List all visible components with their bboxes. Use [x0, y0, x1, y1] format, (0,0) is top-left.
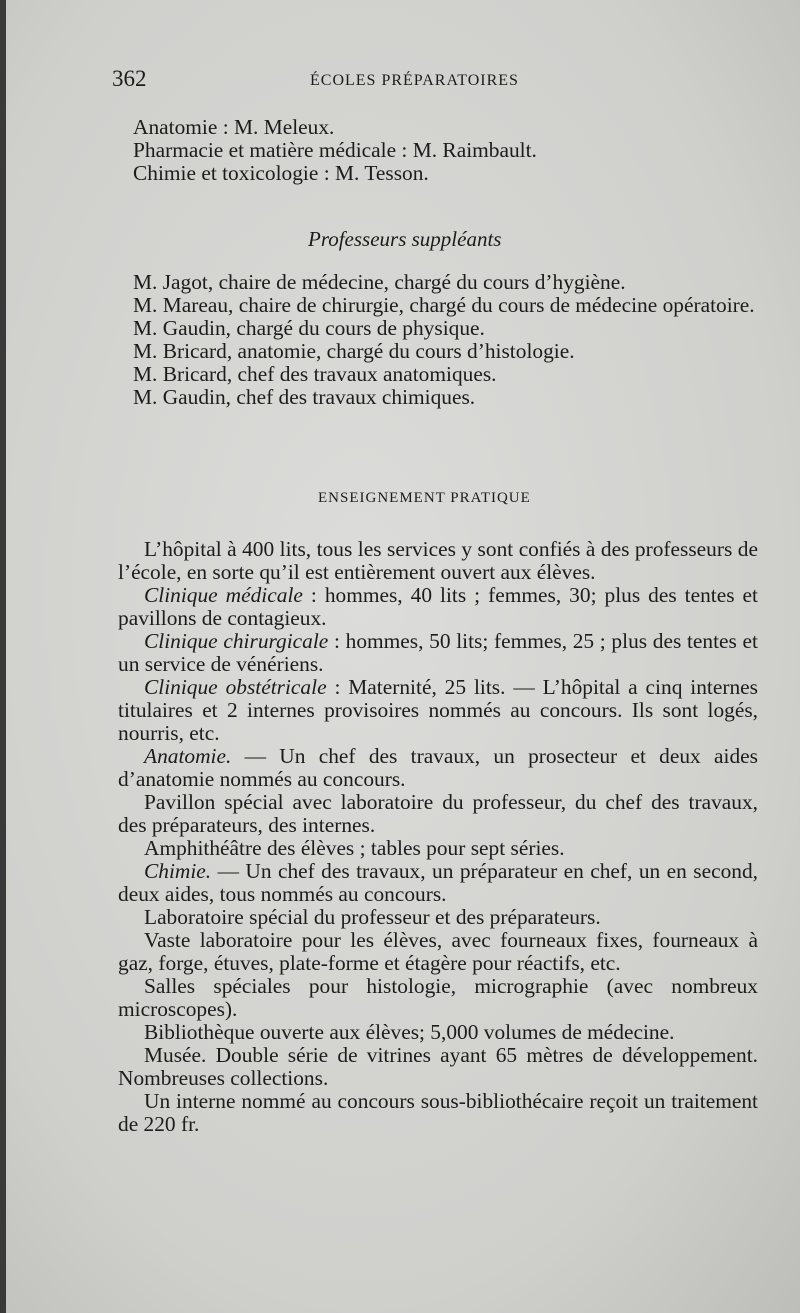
substitute-line: M. Jagot, chaire de médecine, chargé du cours d’hygiène.: [133, 270, 626, 294]
paragraph-text: : hommes, 40 lits ; femmes, 30; plus des tentes et pavillons de contagieux.: [118, 583, 758, 630]
paragraph: Amphithéâtre des élèves ; tables pour sept séries.: [144, 836, 565, 860]
substitute-line: M. Bricard, anatomie, chargé du cours d’histologie.: [133, 339, 575, 363]
substitutes-heading: Professeurs suppléants: [308, 227, 502, 251]
paragraph: Pavillon spécial avec laboratoire du professeur, du chef des travaux, des préparateurs, des internes.: [118, 790, 758, 837]
page-number: 362: [112, 66, 147, 91]
faculty-line: Pharmacie et matière médicale : M. Raimbault.: [133, 138, 537, 162]
clinic-label: Clinique chirurgicale: [144, 629, 329, 653]
paragraph: Bibliothèque ouverte aux élèves; 5,000 volumes de médecine.: [144, 1020, 675, 1044]
paragraph: [118, 630, 758, 676]
substitutes-list: [118, 271, 758, 409]
page-header: [112, 62, 752, 102]
section-label: Anatomie.: [144, 744, 232, 768]
faculty-list: [118, 116, 758, 185]
paragraph: [118, 676, 758, 745]
paragraph-text: : Maternité, 25 lits. — L’hôpital a cinq internes titulaires et 2 internes provisoires nommés au concours. Ils sont logés, nourris, etc.: [118, 675, 758, 745]
faculty-line: Chimie et toxicologie : M. Tesson.: [133, 161, 429, 185]
substitute-line: M. Gaudin, chargé du cours de physique.: [133, 316, 485, 340]
paragraph: L’hôpital à 400 lits, tous les services y sont confiés à des professeurs de l’école, en sorte qu’il est entièrement ouvert aux élèves.: [118, 537, 758, 584]
paragraph: [118, 584, 758, 630]
faculty-line: Anatomie : M. Meleux.: [133, 115, 335, 139]
paragraph: Un interne nommé au concours sous-bibliothécaire reçoit un traitement de 220 fr.: [118, 1089, 758, 1136]
substitute-line: M. Bricard, chef des travaux anatomiques.: [133, 362, 497, 386]
substitute-line: M. Mareau, chaire de chirurgie, chargé du cours de médecine opératoire.: [133, 293, 755, 317]
paragraph-text: : hommes, 50 lits; femmes, 25 ; plus des tentes et un service de vénériens.: [118, 629, 758, 676]
page-edge: [0, 0, 6, 1313]
paragraph: Musée. Double série de vitrines ayant 65 mètres de développement. Nombreuses collections.: [118, 1043, 758, 1090]
section-label: Chimie.: [144, 859, 212, 883]
paragraph: Salles spéciales pour histologie, micrographie (avec nombreux microscopes).: [118, 974, 758, 1021]
clinic-label: Clinique médicale: [144, 583, 303, 607]
running-head: ÉCOLES PRÉPARATOIRES: [310, 72, 519, 89]
section-heading: ENSEIGNEMENT PRATIQUE: [318, 490, 531, 506]
paragraph-text: — Un chef des travaux, un prosecteur et deux aides d’anatomie nommés au concours.: [118, 744, 758, 791]
paragraph: Vaste laboratoire pour les élèves, avec fourneaux fixes, fourneaux à gaz, forge, étuves, plate-forme et étagère pour réactifs, etc.: [118, 928, 758, 975]
paragraph: Laboratoire spécial du professeur et des préparateurs.: [144, 905, 601, 929]
paragraph: [118, 745, 758, 791]
substitute-line: M. Gaudin, chef des travaux chimiques.: [133, 385, 476, 409]
paragraph: [118, 860, 758, 906]
clinic-label: Clinique obstétricale: [144, 675, 327, 699]
practical-teaching-body: [118, 538, 758, 1136]
paragraph-text: — Un chef des travaux, un préparateur en chef, un en second, deux aides, tous nommés au concours.: [118, 859, 758, 906]
